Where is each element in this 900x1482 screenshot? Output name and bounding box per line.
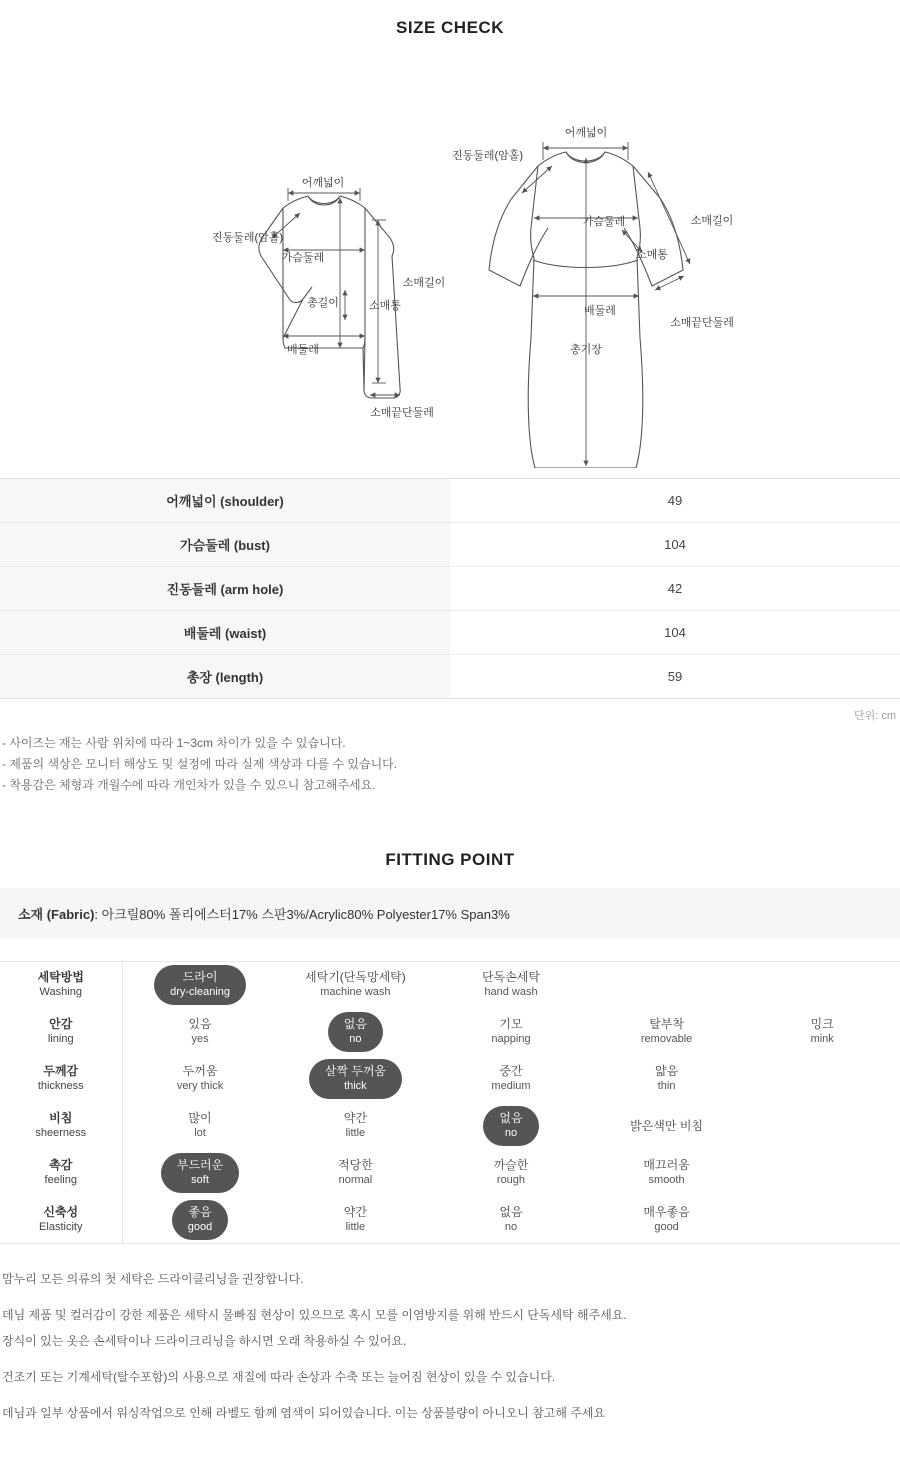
size-label: 배둘레 (waist) bbox=[0, 611, 450, 655]
care-option-ko: 밍크 bbox=[810, 1017, 834, 1031]
care-option[interactable] bbox=[122, 1197, 278, 1244]
care-option[interactable] bbox=[744, 962, 900, 1009]
care-option-en: soft bbox=[191, 1174, 209, 1186]
care-option-ko: 기모 bbox=[499, 1017, 523, 1031]
care-option-en: no bbox=[349, 1033, 362, 1045]
bottom-note-5: 데님과 일부 상품에서 워싱작업으로 인해 라벨도 함께 염색이 되어있습니다. 이는 상품불량이 아니오니 참고해 주세요 bbox=[2, 1406, 606, 1420]
care-option-en: medium bbox=[491, 1080, 531, 1092]
fitting-point-title: FITTING POINT bbox=[385, 850, 515, 869]
care-row-label-en: lining bbox=[47, 1033, 74, 1045]
care-option-en: good bbox=[654, 1220, 679, 1233]
care-row bbox=[0, 962, 900, 1009]
size-value: 104 bbox=[450, 611, 900, 655]
label-dress-shoulder: 어깨넓이 bbox=[564, 127, 608, 139]
bottom-note-3: 장식이 있는 옷은 손세탁이나 드라이크리닝을 하시면 오래 착용하실 수 있어요. bbox=[2, 1334, 407, 1348]
care-row-label bbox=[0, 1197, 122, 1244]
care-option[interactable] bbox=[744, 1056, 900, 1103]
care-option-ko: 없음 bbox=[499, 1204, 523, 1219]
care-option[interactable] bbox=[589, 1150, 745, 1197]
care-option-label bbox=[589, 1158, 745, 1188]
bottom-note-2: 데님 제품 및 컬러감이 강한 제품은 세탁시 물빠짐 현상이 있으므로 혹시 모를 이염방지를 위해 반드시 단독세탁 해주세요. bbox=[2, 1308, 627, 1322]
care-option[interactable] bbox=[278, 1150, 434, 1197]
care-option-ko: 약간 bbox=[343, 1204, 367, 1219]
care-option-en: machine wash bbox=[320, 986, 391, 999]
care-row-label-ko: 신축성 bbox=[43, 1204, 79, 1219]
fabric-bar bbox=[0, 888, 900, 939]
care-option-ko: 중간 bbox=[499, 1064, 523, 1078]
care-option-en: removable bbox=[640, 1033, 693, 1045]
care-option-label bbox=[433, 1017, 589, 1047]
care-row-label-en: Elasticity bbox=[39, 1220, 83, 1233]
care-option-en: lot bbox=[194, 1127, 206, 1139]
size-note-1: - 사이즈는 재는 사람 위치에 따라 1~3cm 차이가 있을 수 있습니다. bbox=[2, 736, 346, 750]
care-option-ko: 매우좋음 bbox=[643, 1204, 690, 1219]
care-option[interactable] bbox=[122, 1009, 278, 1056]
care-option[interactable] bbox=[278, 1009, 434, 1056]
size-label: 총장 (length) bbox=[0, 655, 450, 699]
label-top-bust: 가슴둘레 bbox=[281, 252, 325, 264]
care-option[interactable] bbox=[122, 1056, 278, 1103]
care-option-ko: 드라이 bbox=[182, 970, 218, 985]
care-row-label bbox=[0, 1150, 122, 1197]
care-option-label bbox=[433, 970, 589, 1000]
care-option[interactable] bbox=[278, 962, 434, 1009]
care-option[interactable] bbox=[744, 1009, 900, 1056]
fabric-value: : 아크릴80% 폴리에스터17% 스판3%/Acrylic80% Polyester17% Span3% bbox=[94, 907, 510, 922]
care-option-en: mink bbox=[810, 1033, 834, 1045]
care-option[interactable] bbox=[278, 1056, 434, 1103]
size-value: 59 bbox=[450, 655, 900, 699]
care-option-ko: 살짝 두꺼움 bbox=[324, 1064, 387, 1078]
care-option-ko: 있음 bbox=[188, 1017, 212, 1031]
care-option-ko: 약간 bbox=[343, 1111, 367, 1125]
care-row-label-ko: 안감 bbox=[49, 1017, 73, 1031]
care-option-en: no bbox=[504, 1127, 518, 1139]
care-option[interactable] bbox=[744, 1197, 900, 1244]
care-option[interactable] bbox=[589, 1009, 745, 1056]
size-note-2: - 제품의 색상은 모니터 해상도 및 설정에 따라 실제 색상과 다를 수 있습니다. bbox=[2, 757, 398, 771]
care-option-ko: 세탁기(단독망세탁) bbox=[305, 970, 406, 985]
size-check-title: SIZE CHECK bbox=[396, 18, 504, 37]
care-option[interactable] bbox=[433, 1150, 589, 1197]
care-option-label bbox=[123, 1064, 278, 1094]
care-row-label-ko: 비침 bbox=[49, 1111, 73, 1125]
care-option[interactable] bbox=[744, 1150, 900, 1197]
label-top-sleeve-length: 소매길이 bbox=[402, 277, 446, 289]
care-option-selected bbox=[161, 1153, 239, 1193]
label-top-cuff: 소매끝단둘레 bbox=[370, 407, 434, 419]
care-row bbox=[0, 1197, 900, 1244]
care-option-label bbox=[433, 1205, 589, 1235]
care-row bbox=[0, 1103, 900, 1150]
care-option-label bbox=[433, 1064, 589, 1094]
care-option-ko: 단독손세탁 bbox=[482, 970, 540, 985]
care-row-label-en: feeling bbox=[44, 1174, 77, 1186]
care-option-selected bbox=[172, 1200, 228, 1240]
care-option[interactable] bbox=[589, 1103, 745, 1150]
care-option-label bbox=[123, 1017, 278, 1047]
care-option[interactable] bbox=[433, 1103, 589, 1150]
care-option[interactable] bbox=[589, 1056, 745, 1103]
care-option-en: hand wash bbox=[484, 986, 538, 999]
care-row-label bbox=[0, 962, 122, 1009]
care-row bbox=[0, 1150, 900, 1197]
care-option-ko: 밝은색만 비침 bbox=[630, 1118, 704, 1133]
care-option-en: good bbox=[187, 1220, 213, 1233]
label-dress-sleeve-width: 소매통 bbox=[636, 249, 668, 261]
size-label: 진동둘레 (arm hole) bbox=[0, 567, 450, 611]
table-row bbox=[0, 655, 900, 699]
care-option[interactable] bbox=[122, 962, 278, 1009]
care-option-en: rough bbox=[496, 1174, 526, 1186]
label-dress-cuff: 소매끝단둘레 bbox=[670, 317, 734, 329]
care-option[interactable] bbox=[433, 962, 589, 1009]
size-note-3: - 착용감은 체형과 개월수에 따라 개인차가 있을 수 있으니 참고해주세요. bbox=[2, 778, 376, 792]
care-option[interactable] bbox=[589, 1197, 745, 1244]
care-option-label bbox=[589, 1205, 745, 1235]
care-option-ko: 얇음 bbox=[654, 1064, 679, 1078]
size-notes bbox=[0, 723, 900, 796]
size-label: 가슴둘레 (bust) bbox=[0, 523, 450, 567]
label-top-sleeve-width: 소매통 bbox=[369, 300, 401, 312]
care-option-en: no bbox=[504, 1220, 518, 1233]
care-option-en: thick bbox=[344, 1080, 367, 1092]
care-option[interactable] bbox=[433, 1056, 589, 1103]
size-value: 49 bbox=[450, 479, 900, 523]
size-value: 42 bbox=[450, 567, 900, 611]
table-row bbox=[0, 479, 900, 523]
care-option-en: thin bbox=[657, 1080, 676, 1092]
care-option-en: yes bbox=[191, 1033, 209, 1045]
care-option[interactable] bbox=[744, 1103, 900, 1150]
care-option-label bbox=[278, 970, 434, 1000]
care-option[interactable] bbox=[278, 1197, 434, 1244]
size-diagram bbox=[0, 38, 900, 468]
care-row-label-en: thickness bbox=[37, 1080, 84, 1092]
care-option-selected bbox=[154, 965, 246, 1005]
care-option[interactable] bbox=[278, 1103, 434, 1150]
care-row bbox=[0, 1056, 900, 1103]
care-row-label-ko: 두께감 bbox=[43, 1064, 79, 1078]
care-option[interactable] bbox=[433, 1009, 589, 1056]
care-row-label-ko: 촉감 bbox=[49, 1158, 73, 1172]
care-option-en: very thick bbox=[176, 1080, 224, 1092]
care-option-label bbox=[123, 1111, 278, 1141]
label-dress-length: 총기장 bbox=[570, 344, 602, 356]
size-table bbox=[0, 478, 900, 699]
care-option-ko: 까슬한 bbox=[493, 1158, 529, 1172]
care-option-label bbox=[589, 1064, 745, 1094]
care-option[interactable] bbox=[122, 1103, 278, 1150]
care-option-en: dry-cleaning bbox=[170, 986, 230, 999]
care-option-label bbox=[744, 1017, 900, 1047]
care-option-en: little bbox=[345, 1220, 366, 1233]
care-chart bbox=[0, 961, 900, 1244]
care-option-en: little bbox=[345, 1127, 366, 1139]
care-row-label-en: sheerness bbox=[35, 1127, 87, 1139]
label-top-armhole: 진동둘레(암홀) bbox=[212, 232, 284, 244]
care-row bbox=[0, 1009, 900, 1056]
care-option-ko: 두꺼움 bbox=[182, 1064, 218, 1078]
care-option-ko: 매끄러움 bbox=[643, 1158, 690, 1172]
bottom-note-4: 건조기 또는 기계세탁(탈수포함)의 사용으로 재질에 따라 손상과 수축 또는 늘어짐 현상이 있을 수 있습니다. bbox=[2, 1370, 556, 1384]
care-option-label bbox=[278, 1205, 434, 1235]
label-top-length: 총길이 bbox=[307, 297, 339, 309]
label-dress-armhole: 진동둘레(암홀) bbox=[452, 150, 524, 162]
care-option-ko: 없음 bbox=[499, 1111, 523, 1125]
care-option[interactable] bbox=[589, 962, 745, 1009]
size-unit-note: 단위: cm bbox=[853, 710, 896, 722]
bottom-notes bbox=[0, 1244, 900, 1458]
care-option-label bbox=[589, 1017, 745, 1047]
label-dress-bust: 가슴둘레 bbox=[582, 216, 626, 228]
care-row-label bbox=[0, 1103, 122, 1150]
label-top-shoulder: 어깨넓이 bbox=[301, 177, 345, 189]
care-option-selected bbox=[483, 1106, 538, 1146]
label-dress-waist: 배둘레 bbox=[584, 305, 616, 317]
care-option-selected bbox=[328, 1012, 383, 1052]
care-option-ko: 탈부착 bbox=[649, 1017, 684, 1031]
care-option-label bbox=[278, 1158, 434, 1188]
care-option[interactable] bbox=[433, 1197, 589, 1244]
size-label: 어깨넓이 (shoulder) bbox=[0, 479, 450, 523]
care-option-label bbox=[433, 1158, 589, 1188]
label-dress-sleeve-length: 소매길이 bbox=[690, 215, 734, 227]
care-row-label bbox=[0, 1009, 122, 1056]
care-option[interactable] bbox=[122, 1150, 278, 1197]
table-row bbox=[0, 567, 900, 611]
care-option-en: smooth bbox=[648, 1174, 685, 1186]
care-option-en: napping bbox=[491, 1033, 531, 1045]
care-option-ko: 없음 bbox=[343, 1017, 367, 1031]
table-row bbox=[0, 611, 900, 655]
care-option-ko: 많이 bbox=[188, 1111, 212, 1125]
table-row bbox=[0, 523, 900, 567]
care-option-selected bbox=[309, 1059, 402, 1099]
size-value: 104 bbox=[450, 523, 900, 567]
care-option-ko: 좋음 bbox=[188, 1204, 212, 1219]
care-option-en: normal bbox=[338, 1174, 373, 1186]
care-row-label bbox=[0, 1056, 122, 1103]
fabric-label: 소재 (Fabric) bbox=[18, 907, 95, 922]
care-option-ko: 적당한 bbox=[338, 1158, 373, 1172]
label-top-waist: 배둘레 bbox=[287, 344, 319, 356]
care-row-label-en: Washing bbox=[39, 986, 82, 999]
care-option-label bbox=[589, 1119, 745, 1134]
care-option-ko: 부드러운 bbox=[176, 1158, 224, 1172]
bottom-note-1: 맘누리 모든 의류의 첫 세탁은 드라이클리닝을 권장합니다. bbox=[2, 1272, 304, 1286]
care-row-label-ko: 세탁방법 bbox=[37, 970, 84, 985]
care-option-label bbox=[278, 1111, 434, 1141]
